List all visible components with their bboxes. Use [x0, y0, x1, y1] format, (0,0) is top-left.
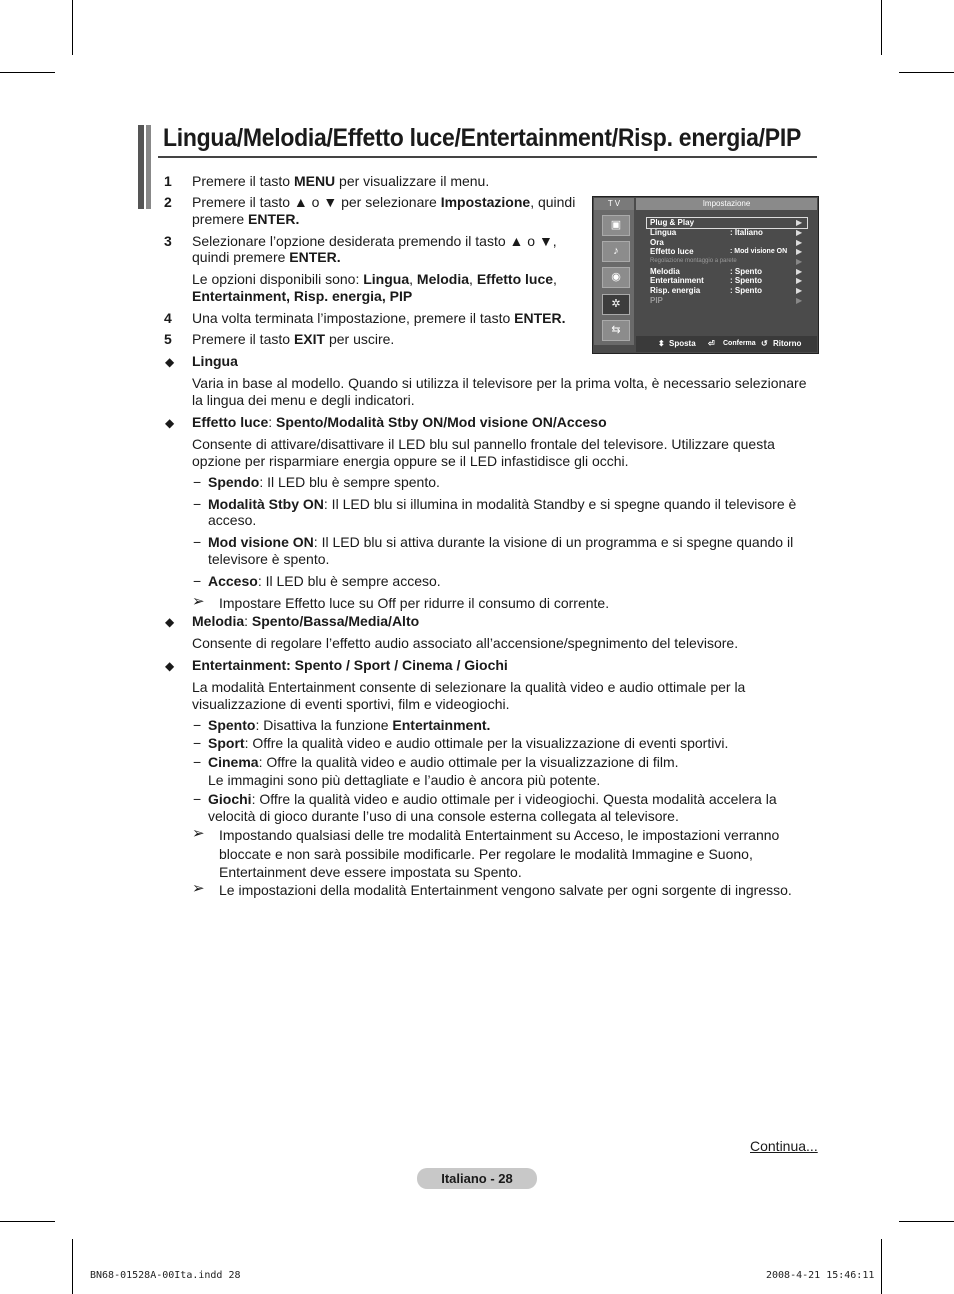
crop-mark	[899, 1221, 954, 1222]
diamond-bullet-icon: ◆	[165, 416, 175, 430]
tv-menu-footer	[636, 336, 817, 352]
setup-gear-icon: ✲	[602, 294, 630, 315]
step-number: 5	[164, 331, 172, 347]
option-item: Cinema: Offre la qualità video e audio ottimale per la visualizzazione di film.	[208, 754, 679, 770]
option-item: televisore è spento.	[208, 551, 330, 567]
crop-mark	[899, 72, 954, 73]
tv-tab: T V	[594, 198, 634, 210]
section-text: Varia in base al modello. Quando si utilizza il televisore per la prima volta, è necessario selezionare	[192, 375, 807, 391]
crop-mark	[72, 1239, 73, 1294]
crop-mark	[881, 0, 882, 55]
option-item: Acceso: Il LED blu è sempre acceso.	[208, 573, 441, 589]
tv-menu-item: PIP	[650, 296, 663, 305]
dash-bullet: −	[193, 534, 202, 550]
section-heading: Entertainment: Spento / Sport / Cinema / Giochi	[192, 657, 508, 673]
dash-bullet: −	[193, 496, 202, 512]
tv-foot-back: Ritorno	[773, 339, 802, 348]
footer-timestamp: 2008-4-21 15:46:11	[766, 1270, 875, 1281]
dash-bullet: −	[193, 754, 202, 770]
tv-sidebar	[594, 210, 634, 345]
dash-bullet: −	[193, 735, 202, 751]
step-text: Premere il tasto EXIT per uscire.	[192, 331, 395, 347]
option-item: Spendo: Il LED blu è sempre spento.	[208, 474, 440, 490]
step-number: 2	[164, 194, 172, 210]
options-text: Le opzioni disponibili sono: Lingua, Melodia, Effetto luce,	[192, 271, 557, 287]
tv-menu-value: : Spento	[730, 286, 762, 295]
title-accent-bar	[138, 125, 144, 209]
channel-icon: ◉	[602, 267, 630, 288]
tv-menu-value: : Italiano	[730, 228, 763, 237]
section-heading: Effetto luce: Spento/Modalità Stby ON/Mod visione ON/Acceso	[192, 414, 607, 430]
footer-filename: BN68-01528A-00Ita.indd 28	[90, 1270, 241, 1281]
options-text: Entertainment, Risp. energia, PIP	[192, 288, 413, 304]
tv-arrow-icon: ▶	[796, 238, 803, 247]
note-text: Impostando qualsiasi delle tre modalità Entertainment su Acceso, le impostazioni verranno	[219, 827, 780, 843]
page-title: Lingua/Melodia/Effetto luce/Entertainment/Risp. energia/PIP	[163, 124, 802, 152]
updown-icon: ⬍	[658, 339, 665, 348]
tv-arrow-icon: ▶	[796, 276, 803, 285]
continue-link: Continua...	[750, 1138, 818, 1154]
option-item: Mod visione ON: Il LED blu si attiva durante la visione di un programma e si spegne quando il	[208, 534, 794, 550]
section-heading: Lingua	[192, 353, 238, 369]
step-text: premere ENTER.	[192, 211, 300, 227]
section-text: opzione per risparmiare energia oppure se il LED infastidisce gli occhi.	[192, 453, 629, 469]
step-text: quindi premere ENTER.	[192, 249, 341, 265]
title-accent-bar	[146, 125, 151, 209]
tv-arrow-icon: ▶	[796, 296, 803, 305]
option-item: Spento: Disattiva la funzione Entertainment.	[208, 717, 491, 733]
enter-icon: ⏎	[708, 339, 715, 348]
diamond-bullet-icon: ◆	[165, 659, 175, 673]
dash-bullet: −	[193, 791, 202, 807]
option-item: acceso.	[208, 512, 257, 528]
tv-menu-value: : Spento	[730, 267, 762, 276]
diamond-bullet-icon: ◆	[165, 615, 175, 629]
return-icon: ↺	[761, 339, 768, 348]
crop-mark	[881, 1239, 882, 1294]
step-text: Una volta terminata l’impostazione, premere il tasto ENTER.	[192, 310, 566, 326]
option-item: velocità di gioco durante l’uso di una console esterna collegata al televisore.	[208, 808, 679, 824]
tv-menu-value: : Spento	[730, 276, 762, 285]
tv-arrow-icon: ▶	[796, 247, 803, 256]
tv-menu-screenshot	[592, 196, 819, 354]
option-item: Sport: Offre la qualità video e audio ottimale per la visualizzazione di eventi sportivi.	[208, 735, 729, 751]
tv-arrow-icon: ▶	[796, 218, 803, 227]
option-item: Giochi: Offre la qualità video e audio ottimale per i videogiochi. Questa modalità accelera la	[208, 791, 777, 807]
tv-foot-move: Sposta	[669, 339, 696, 348]
note-text: Impostare Effetto luce su Off per ridurre il consumo di corrente.	[219, 595, 610, 611]
section-text: La modalità Entertainment consente di selezionare la qualità video e audio ottimale per la	[192, 679, 746, 695]
dash-bullet: −	[193, 717, 202, 733]
tv-menu-item: Plug & Play	[650, 218, 695, 227]
tv-menu-item: Ora	[650, 238, 664, 247]
picture-icon: ▣	[602, 215, 630, 236]
diamond-bullet-icon: ◆	[165, 355, 175, 369]
note-arrow-icon: ➢	[192, 593, 205, 610]
section-text: Consente di attivare/disattivare il LED blu sul pannello frontale del televisore. Utilizzare questa	[192, 436, 775, 452]
note-text: bloccate e non sarà possibile modificarle. Per regolare le modalità Immagine e Suono,	[219, 846, 753, 862]
tv-menu-item: Lingua	[650, 228, 677, 237]
step-text: Premere il tasto MENU per visualizzare il menu.	[192, 173, 490, 189]
tv-arrow-icon: ▶	[796, 267, 803, 276]
dash-bullet: −	[193, 474, 202, 490]
input-icon: ⇆	[602, 320, 630, 341]
crop-mark	[72, 0, 73, 55]
dash-bullet: −	[193, 573, 202, 589]
tv-arrow-icon: ▶	[796, 257, 803, 266]
tv-menu-value: : Mod visione ON	[730, 248, 788, 255]
section-text: visualizzazione di eventi sportivi, film e videogiochi.	[192, 696, 510, 712]
note-text: Le impostazioni della modalità Entertainment vengono salvate per ogni sorgente di ingresso.	[219, 882, 792, 898]
title-underline	[158, 156, 817, 158]
step-number: 4	[164, 310, 172, 326]
option-item: Le immagini sono più dettagliate e l’audio è ancora più potente.	[208, 772, 601, 788]
page-number-badge: Italiano - 28	[417, 1168, 537, 1189]
tv-menu-item: Effetto luce	[650, 247, 694, 256]
note-arrow-icon: ➢	[192, 825, 205, 842]
step-number: 1	[164, 173, 172, 189]
tv-arrow-icon: ▶	[796, 228, 803, 237]
section-text: la lingua dei menu e degli indicatori.	[192, 392, 415, 408]
step-text: Premere il tasto ▲ o ▼ per selezionare Impostazione, quindi	[192, 194, 576, 210]
option-item: Modalità Stby ON: Il LED blu si illumina in modalità Standby e si spegne quando il televisore è	[208, 496, 797, 512]
section-heading: Melodia: Spento/Bassa/Media/Alto	[192, 613, 420, 629]
tv-menu-item: Risp. energia	[650, 286, 701, 295]
note-arrow-icon: ➢	[192, 880, 205, 897]
crop-mark	[0, 1221, 55, 1222]
tv-menu-header: Impostazione	[636, 198, 817, 210]
step-text: Selezionare l’opzione desiderata premendo il tasto ▲ o ▼,	[192, 233, 557, 249]
section-text: Consente di regolare l’effetto audio associato all’accensione/spegnimento del televisore.	[192, 635, 739, 651]
note-text: Entertainment deve essere impostata su Spento.	[219, 864, 522, 880]
tv-arrow-icon: ▶	[796, 286, 803, 295]
tv-menu-item: Melodia	[650, 267, 680, 276]
crop-mark	[0, 72, 55, 73]
tv-menu-item: Regolazione montaggio a parete	[650, 258, 737, 264]
step-number: 3	[164, 233, 172, 249]
tv-foot-ok: Conferma	[723, 340, 756, 347]
sound-icon: ♪	[602, 241, 630, 262]
tv-menu-item: Entertainment	[650, 276, 704, 285]
